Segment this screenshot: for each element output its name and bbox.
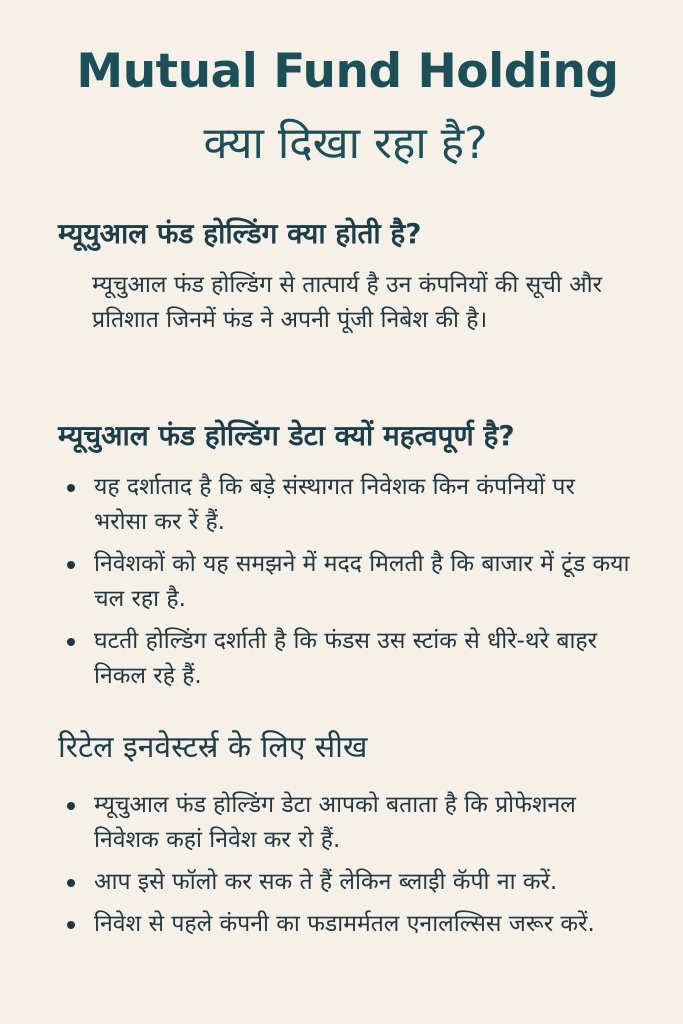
page-title: Mutual Fund Holding xyxy=(76,44,619,99)
list-item xyxy=(62,865,632,900)
list-item-text: आप इसे फॉलो कर सक ते हैं लेकिन ब्लाइी कॅपी ना करें. xyxy=(94,869,558,895)
list-item xyxy=(62,470,632,540)
bullet-dot-icon xyxy=(67,638,75,646)
bullet-dot-icon xyxy=(67,802,75,810)
section-heading-lessons: रिटेल इनवेस्टर्स्र के लिए सीख xyxy=(58,730,368,765)
list-item-text: घटती होल्डिंग दर्शाती है कि फंडस उस स्टांक से धीरे-थरे बाहर निकल रहे हैं. xyxy=(94,628,598,689)
bullet-dot-icon xyxy=(67,921,75,929)
list-item-text: निवेशकों को यह समझने में मदद मिलती है कि बाजार में टूंड कया चल रहा है. xyxy=(94,551,630,612)
definition-paragraph: म्यूचुआल फंड होल्डिंग से तात्पार्य है उन कंपनियों की सूची और प्रतिशात जिनमें फंड ने अपनी पूंजी निबेश की है। xyxy=(92,272,603,333)
list-item-text: निवेश से पहले कंपनी का फडामर्मतल एनालल्सिस जरूर करें. xyxy=(94,911,595,937)
bullet-dot-icon xyxy=(67,879,75,887)
bullet-dot-icon xyxy=(67,484,75,492)
section-heading-why: म्यूचुआल फंड होल्डिंग डेटा क्यों महत्वपूर्ण है? xyxy=(58,419,515,452)
list-item xyxy=(62,907,632,942)
list-item xyxy=(62,788,632,858)
page-subtitle: क्या दिखा रहा है? xyxy=(203,118,488,169)
lessons-bullet-list xyxy=(62,788,632,949)
bullet-dot-icon xyxy=(67,561,75,569)
list-item xyxy=(62,624,632,694)
list-item xyxy=(62,547,632,617)
why-bullet-list xyxy=(62,470,632,701)
section-heading-what: म्यूयुआल फंड होल्डिंग क्या होती है? xyxy=(58,217,422,250)
list-item-text: म्यूचुआल फंड होल्डिंग डेटा आपको बताता है कि प्रोफेशनल निवेशक कहां निवेश कर रो हैं. xyxy=(94,792,576,853)
list-item-text: यह दर्शाताद है कि बड़े संस्थागत निवेशक किन कंपनियों पर भरोसा कर रें हैं. xyxy=(94,474,575,535)
